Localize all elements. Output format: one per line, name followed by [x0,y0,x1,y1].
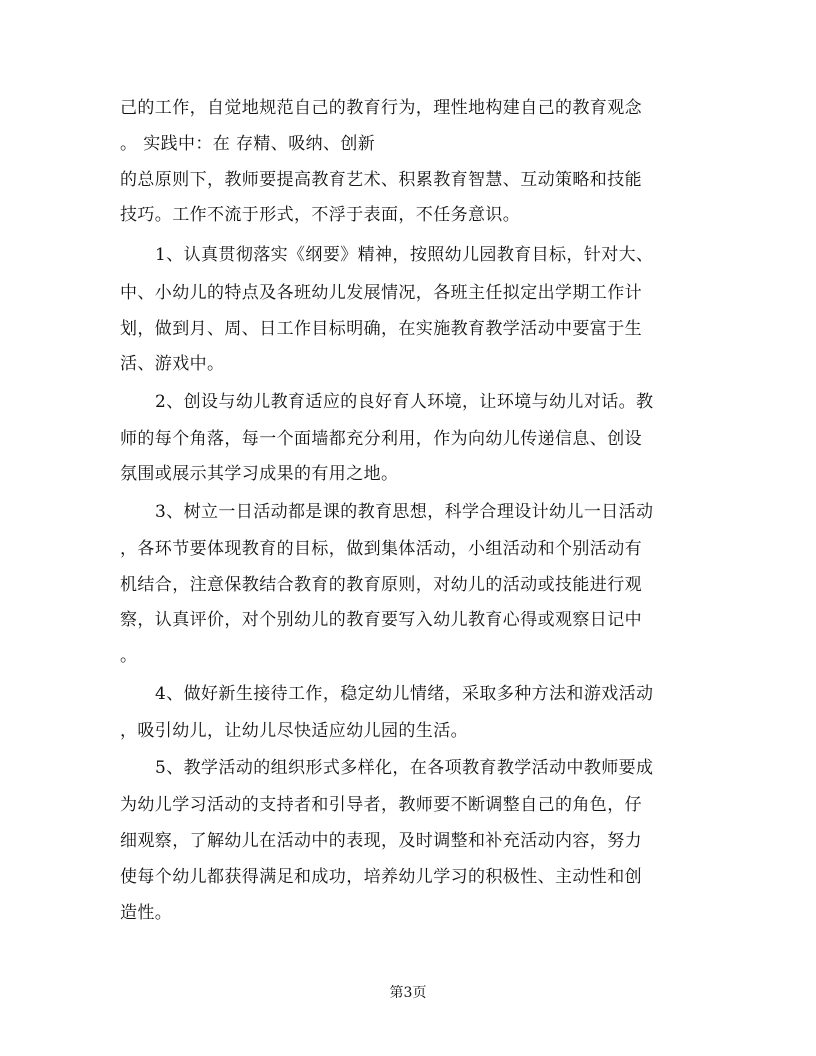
paragraph-3-line: 。 [120,646,138,666]
paragraph-5-line: 细观察，了解幼儿在活动中的表现，及时调整和补充活动内容，努力 [120,831,642,851]
paragraph-1-line: 中、小幼儿的特点及各班幼儿发展情况，各班主任拟定出学期工作计 [120,283,642,303]
text-line: 的总原则下，教师要提高教育艺术、积累教育智慧、互动策略和技能 [120,170,642,190]
paragraph-5-line: 使每个幼儿都获得满足和成功，培养幼儿学习的积极性、主动性和创 [120,867,642,887]
paragraph-3-line: 察，认真评价，对个别幼儿的教育要写入幼儿教育心得或观察日记中 [120,610,642,630]
text-line: 。 实践中：在 存精、吸纳、创新 [120,134,376,154]
paragraph-3-line: 机结合，注意保教结合教育的教育原则，对幼儿的活动或技能进行观 [120,575,642,595]
page-number: 第3页 [389,985,427,1001]
paragraph-5-line: 造性。 [120,903,173,923]
paragraph-3-line: 3、树立一日活动都是课的教育思想，科学合理设计幼儿一日活动 [155,502,654,522]
text-line: 技巧。工作不流于形式，不浮于表面，不任务意识。 [120,205,521,225]
paragraph-4-line: 4、做好新生接待工作，稳定幼儿情绪，采取多种方法和游戏活动 [155,684,654,704]
paragraph-1-line: 活、游戏中。 [120,354,225,374]
paragraph-1-line: 划，做到月、周、日工作目标明确，在实施教育教学活动中要富于生 [120,319,642,339]
paragraph-1-line: 1、认真贯彻落实《纲要》精神，按照幼儿园教育目标，针对大、 [155,245,654,265]
paragraph-3-line: ，各环节要体现教育的目标，做到集体活动，小组活动和个别活动有 [120,539,642,559]
paragraph-5-line: 5、教学活动的组织形式多样化，在各项教育教学活动中教师要成 [155,758,654,778]
paragraph-2-line: 氛围或展示其学习成果的有用之地。 [120,464,399,484]
paragraph-2-line: 2、创设与幼儿教育适应的良好育人环境，让环境与幼儿对话。教 [155,392,654,412]
paragraph-4-line: ，吸引幼儿，让幼儿尽快适应幼儿园的生活。 [120,721,468,741]
paragraph-2-line: 师的每个角落，每一个面墙都充分利用，作为向幼儿传递信息、创设 [120,429,642,449]
paragraph-5-line: 为幼儿学习活动的支持者和引导者，教师要不断调整自己的角色，仔 [120,795,642,815]
text-line: 己的工作，自觉地规范自己的教育行为，理性地构建自己的教育观念 [120,98,642,118]
